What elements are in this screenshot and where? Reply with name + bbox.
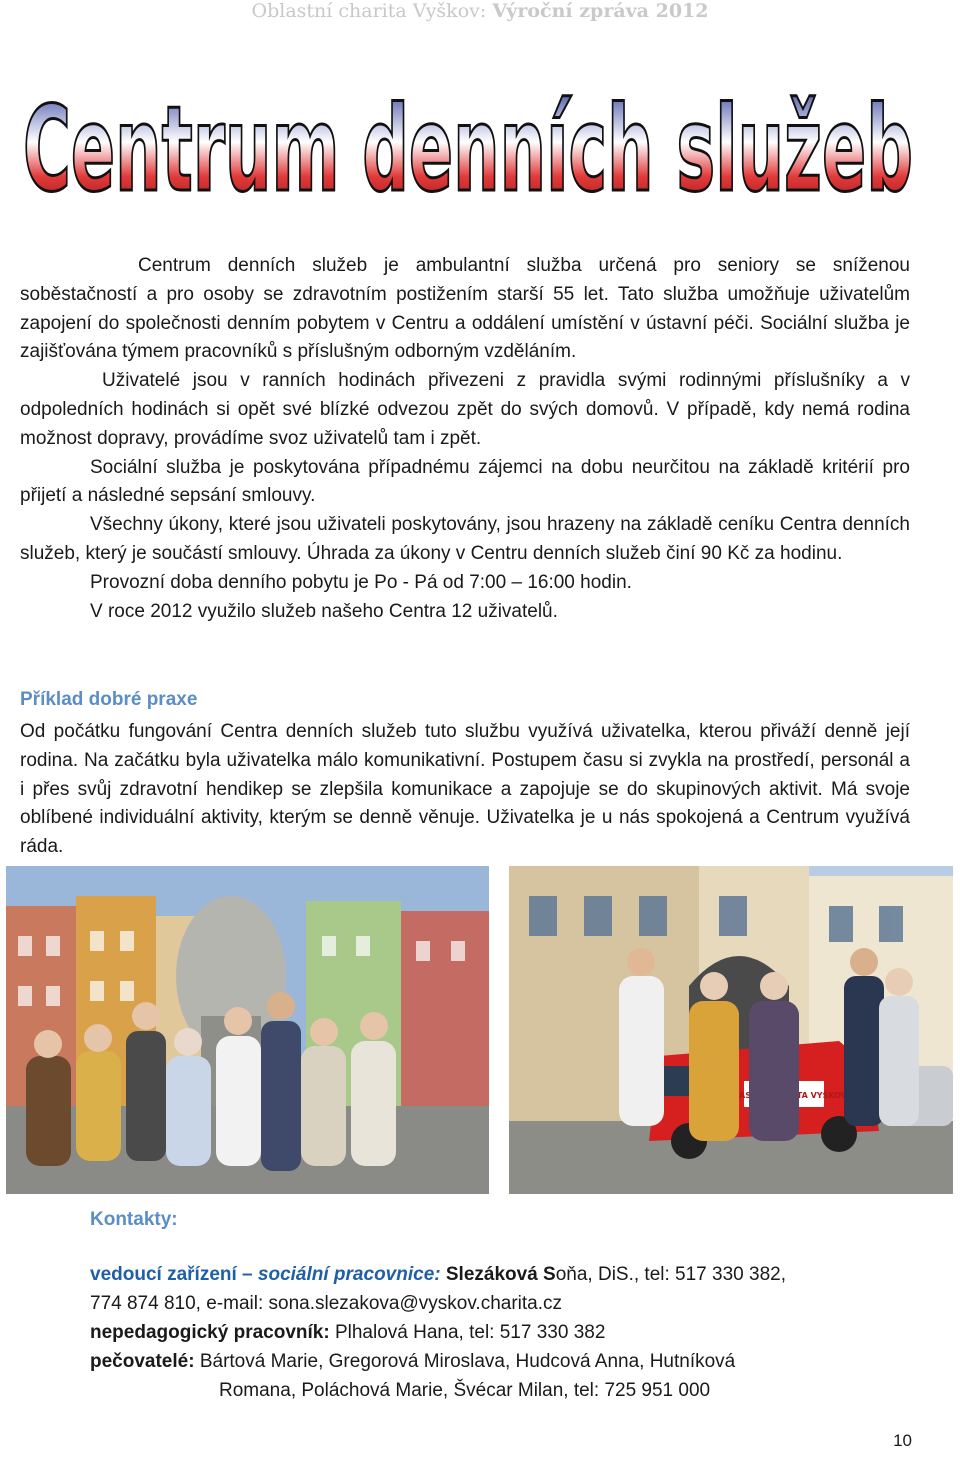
leader-label: vedoucí zařízení (90, 1264, 237, 1285)
carers-line1: Bártová Marie, Gregorová Miroslava, Hudcová Anna, Hutníková (199, 1351, 736, 1372)
contacts-section (90, 1205, 890, 1405)
leader-email-line: 774 874 810, e-mail: sona.slezakova@vyskov.charita.cz (90, 1293, 563, 1314)
header-org: Oblastní charita Vyškov: (251, 0, 487, 22)
leader-dash: – (236, 1264, 258, 1285)
nonped-label: nepedagogický pracovník: (90, 1322, 330, 1343)
paragraph-users: V roce 2012 využilo služeb našeho Centra 12 uživatelů. (90, 600, 558, 622)
carers-label: pečovatelé: (90, 1351, 195, 1372)
paragraph-hours: Provozní doba denního pobytu je Po - Pá od 7:00 – 16:00 hodin. (90, 571, 632, 593)
paragraph-transport: Uživatelé jsou v ranních hodinách přivezeni z pravidla svými rodinnými příslušníky a v odpoledních hodinách si opět své blízké odvezou zpět do svých domovů. V případě, kdy nemá rodina možnost dopravy, provádíme svoz uživatelů tam i zpět. (20, 370, 910, 449)
nonped-value: Plhalová Hana, tel: 517 330 382 (334, 1322, 606, 1343)
running-header (0, 0, 960, 22)
page-number: 10 (893, 1431, 912, 1450)
page-title (18, 62, 918, 212)
paragraph-contract: Sociální služba je poskytována případnému zájemci na dobu neurčitou na základě kritérií pro přijetí a následné sepsání smlouvy. (20, 456, 910, 507)
example-heading: Příklad dobré praxe (20, 689, 198, 710)
contact-nonped (90, 1318, 890, 1347)
intro-section (20, 252, 910, 626)
example-text: Od počátku fungování Centra denních služeb tuto službu využívá uživatelka, kterou přiváží denně její rodina. Na začátku byla uživatelka málo komunikativní. Postupem času si zvykla na prostředí, personál a i přes svůj zdravotní hendikep se zlepšila komunikace a zapojuje se do skupinových aktivit. Má svoje oblíbené individuální aktivity, kterým se denně věnuje. Uživatelka je u nás spokojená a Centrum využívá ráda. (20, 721, 910, 858)
contacts-heading: Kontakty: (90, 1209, 178, 1230)
leader-details: oňa, DiS., tel: 517 330 382, (555, 1264, 786, 1285)
leader-name: Slezáková S (445, 1264, 556, 1285)
page-title-text: Centrum denních služeb (23, 80, 913, 212)
paragraph-pricing: Všechny úkony, které jsou uživateli poskytovány, jsou hrazeny na základě ceníku Centra denních služeb, který je součástí smlouvy. Úhrada za úkony v Centru denních služeb činí 90 Kč za hodinu. (20, 514, 910, 564)
photo-group-van (509, 866, 953, 1194)
leader-role: sociální pracovnice: (257, 1264, 441, 1285)
contact-carers (90, 1347, 890, 1376)
van-label: OBLASTNÍ VYŠKOV (721, 1091, 847, 1100)
header-report: Výroční zpráva 2012 (492, 0, 709, 22)
paragraph-intro: Centrum denních služeb je ambulantní služba určená pro seniory se sníženou soběstačností a pro osoby se zdravotním postižením starší 55 let. Tato služba umožňuje uživatelům zapojení do společnosti denním pobytem v Centru a oddálení umístění v ústavní péči. Sociální služba je zajišťována týmem pracovníků s příslušným odborným vzděláním. (20, 255, 910, 363)
contact-leader (90, 1260, 890, 1289)
carers-line2: Romana, Poláchová Marie, Švécar Milan, tel: 725 951 000 (219, 1380, 711, 1401)
photo-group-square (6, 866, 489, 1194)
example-section (20, 688, 910, 862)
